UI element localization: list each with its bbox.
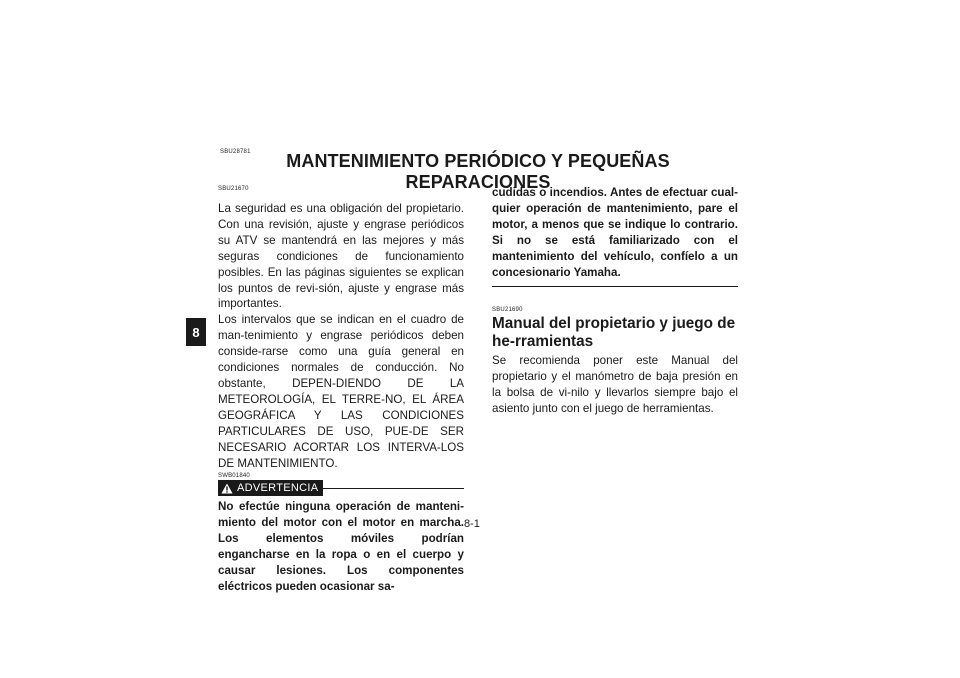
intro-paragraph-1: La seguridad es una obligación del propietario. Con una revisión, ajuste y engrase periódicos su ATV se mantendrá en las mejores y más seguras condiciones de funcionamiento posibles. En las páginas siguientes se explican los puntos de revi-sión, ajuste y engrase más importantes. — [218, 202, 464, 311]
section-body: Se recomienda poner este Manual del propietario y el manómetro de baja presión en la bolsa de vi-nilo y llevarlos siempre bajo el asiento junto con el juego de herramientas. — [492, 354, 738, 416]
warning-code: SWB01840 — [218, 473, 250, 480]
warning-header — [218, 480, 464, 496]
warning-text-part-1: No efectúe ninguna operación de manteni-miento del motor con el motor en marcha. Los elementos móviles podrían engancharse en la ropa o en el cuerpo y causar lesiones. Los componentes eléctricos pueden ocasionar sa- — [218, 500, 464, 593]
warning-text-part-2: cudidas o incendios. Antes de efectuar cual-quier operación de mantenimiento, pare el motor, a menos que se indique lo contrario. Si no se está familiarizado con el mantenimiento del vehículo, confíelo a un concesionario Yamaha. — [492, 186, 738, 279]
left-column — [218, 186, 464, 595]
section-title: Manual del propietario y juego de he-rramientas — [492, 315, 736, 351]
warning-triangle-icon — [221, 483, 233, 494]
warning-rule — [323, 488, 464, 489]
right-column — [492, 185, 738, 417]
intro-paragraph-2: Los intervalos que se indican en el cuadro de man-tenimiento y engrase periódicos deben conside-rarse como una guía general en condiciones normales de conducción. No obstante, DEPEN-DIENDO DE LA METEOROLOGÍA, EL TERRE-NO, EL ÁREA GEOGRÁFICA Y LAS CONDICIONES PARTICULARES DE USO, PUE-DE SER NECESARIO ACORTAR LOS INTERVA-LOS DE MANTENIMIENTO. — [218, 313, 464, 470]
warning-label: ADVERTENCIA — [237, 482, 319, 495]
intro-code: SBU21670 — [218, 186, 249, 192]
chapter-tab — [186, 318, 206, 346]
page-title: MANTENIMIENTO PERIÓDICO Y PEQUEÑAS REPARACIONES — [286, 151, 670, 192]
section-2-code: SBU21690 — [492, 307, 523, 314]
warning-end-rule — [492, 286, 738, 287]
section-code: SBU28781 — [220, 149, 251, 155]
page-number: 8-1 — [464, 518, 480, 530]
chapter-number: 8 — [192, 324, 200, 340]
warning-badge — [218, 480, 323, 496]
